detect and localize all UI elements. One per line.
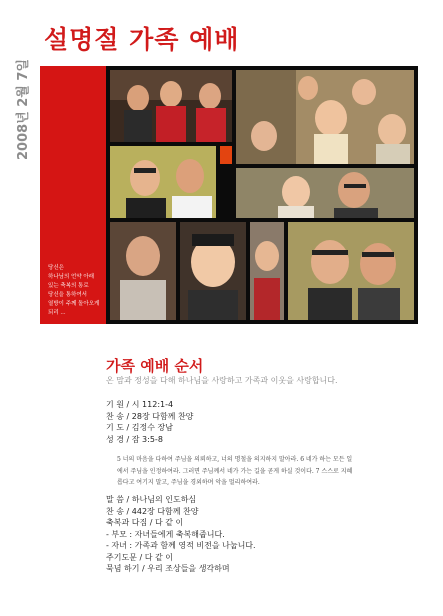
photo-couple-smiling bbox=[288, 222, 414, 320]
list-item: 찬 송 / 442장 다함께 찬양 bbox=[106, 506, 199, 516]
photo-collage bbox=[106, 66, 418, 324]
list-item: 묵념 하기 / 우리 조상들을 생각하며 bbox=[106, 564, 230, 573]
photo-family-group bbox=[110, 70, 232, 142]
list-item: 찬 송 / 28장 다함께 찬양 bbox=[106, 411, 194, 421]
photo-young-woman bbox=[250, 222, 284, 320]
photo-children-group bbox=[236, 70, 414, 164]
list-item: - 부모 : 자녀들에게 축복해줍니다. bbox=[106, 529, 225, 539]
list-item: 기 원 / 시 112:1-4 bbox=[106, 400, 174, 409]
photo-red-accent bbox=[220, 146, 232, 164]
order-list-1 bbox=[106, 399, 193, 445]
photo-child-eating bbox=[180, 222, 246, 320]
list-item: 주기도문 / 다 같 이 bbox=[106, 552, 173, 562]
list-item: 축복과 다짐 / 다 같 이 bbox=[106, 518, 184, 527]
order-title: 가족 예배 순서 bbox=[106, 357, 204, 375]
order-subtitle: 온 맘과 정성을 다해 하나님을 사랑하고 가족과 이웃을 사랑합니다. bbox=[106, 376, 338, 385]
page-title: 설명절 가족 예배 bbox=[44, 25, 240, 54]
list-item: 말 씀 / 하나님의 인도하심 bbox=[106, 495, 197, 504]
list-item: 기 도 / 김정수 장남 bbox=[106, 423, 173, 432]
list-item: - 자녀 : 가족과 함께 영적 비전을 나눕니다. bbox=[106, 541, 256, 550]
order-list-2 bbox=[106, 494, 256, 575]
list-item: 성 경 / 잠 3:5-8 bbox=[106, 434, 163, 444]
event-date: 2008년 2월 7일 bbox=[16, 59, 31, 160]
side-verse-text: 당신은 하나님의 언약 아래 있는 축복의 통로 당신을 통하여서 열방이 주께 돌아오게 되리 ... bbox=[48, 265, 100, 316]
photo-grandmother bbox=[110, 222, 176, 320]
photo-father-child bbox=[236, 168, 414, 218]
photo-couple bbox=[110, 146, 216, 218]
scripture-text: 5 너의 마음을 다하여 주님을 의뢰하고, 너의 명철을 의지하지 말아라. 6 네가 하는 모든 일에서 주님을 인정하여라. 그러면 주님께서 네가 가는 길을 곧게 하실 것이다. 7 스스로 지혜롭다고 여기지 말고, 주님을 경외하며 악을 멀리하여라. bbox=[117, 456, 353, 486]
